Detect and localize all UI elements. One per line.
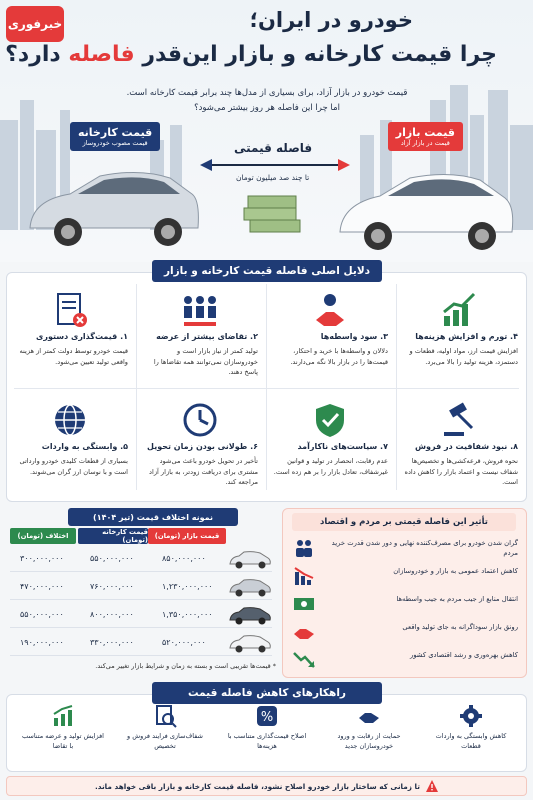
table-row — [10, 576, 272, 600]
impact-title: تأثیر این فاصله قیمتی بر مردم و اقتصاد — [292, 513, 516, 531]
price-gap-sub: تا چند صد میلیون تومان — [236, 173, 310, 182]
footer-note — [6, 776, 527, 796]
reason-title: ۴. تورم و افزایش هزینه‌ها — [415, 332, 518, 341]
divider — [266, 284, 267, 490]
cell-diff: ۱۹۰,۰۰۰,۰۰۰ — [20, 638, 64, 647]
reason-item — [10, 280, 134, 388]
chart-up-icon — [440, 290, 480, 330]
shield-check-icon — [310, 400, 350, 440]
clock-icon — [180, 400, 220, 440]
chart-down-icon — [292, 564, 316, 588]
title-highlight: فاصله — [68, 42, 135, 67]
reason-title: ۲. تقاضای بیشتر از عرضه — [156, 332, 258, 341]
solution-text: اصلاح قیمت‌گذاری متناسب با هزینه‌ها — [227, 732, 307, 750]
cell-market: ۸۵۰,۰۰۰,۰۰۰ — [162, 554, 206, 563]
factory-price-sign — [70, 122, 160, 151]
reason-desc: نحوه فروش، قرعه‌کشی‌ها و تخصیص‌ها شفاف نیست و اعتماد بازار را کاهش داده است. — [404, 457, 518, 486]
impact-item — [290, 535, 518, 561]
reason-item — [400, 280, 524, 388]
reason-desc: افزایش قیمت ارز، مواد اولیه، قطعات و دستمزد، هزینه تولید را بالا می‌برد. — [409, 347, 518, 366]
svg-text:%: % — [260, 710, 274, 725]
footer-text: تا زمانی که ساختار بازار خودرو اصلاح نشود، فاصله قیمت کارخانه و بازار باقی خواهد ماند. — [94, 781, 421, 791]
reason-desc: تأخیر در تحویل خودرو باعث می‌شود مشتری برای دریافت زودتر، به بازار آزاد مراجعه کند. — [149, 457, 258, 486]
title-part2: دارد؟ — [5, 42, 61, 67]
growth-icon — [51, 704, 75, 728]
impact-text: گران شدن خودرو برای مصرف‌کننده نهایی و دور شدن قدرت خرید مردم — [331, 539, 518, 557]
solution-item — [226, 704, 308, 766]
solution-text: افزایش تولید و عرضه متناسب با تقاضا — [21, 732, 104, 750]
percent-icon — [255, 704, 279, 728]
cell-diff: ۳۰۰,۰۰۰,۰۰۰ — [20, 554, 64, 563]
table-note: * قیمت‌ها تقریبی است و بسته به زمان و شرایط بازار تغییر می‌کند. — [95, 662, 276, 670]
reason-item — [400, 390, 524, 498]
divider — [136, 284, 137, 490]
gear-icon — [459, 704, 483, 728]
cell-diff: ۴۷۰,۰۰۰,۰۰۰ — [20, 582, 64, 591]
impact-item — [290, 619, 518, 645]
reason-item — [10, 390, 134, 498]
cell-market: ۱,۲۳۰,۰۰۰,۰۰۰ — [162, 582, 213, 591]
reason-title: ۸. نبود شفافیت در فروش — [415, 442, 518, 451]
reason-desc: دلالان و واسطه‌ها با خرید و احتکار، قیمت‌ها را در بازار بالا نگه می‌دارند. — [290, 347, 388, 366]
reason-desc: بسیاری از قطعات کلیدی خودرو وارداتی است و با نوسان ارز گران می‌شوند. — [19, 457, 128, 476]
impact-text: کاهش اعتماد عمومی به بازار و خودروسازان — [393, 567, 518, 575]
divider — [396, 284, 397, 490]
car-thumbnail-icon — [228, 550, 272, 570]
transparency-icon — [153, 704, 177, 728]
table-title: نمونه اختلاف قیمت (تیر ۱۴۰۴) — [68, 508, 238, 526]
intro-text — [97, 86, 437, 116]
solutions-title: راهکارهای کاهش فاصله قیمت — [152, 682, 382, 704]
impact-text: رونق بازار سوداگرانه به جای تولید واقعی — [402, 623, 518, 631]
price-table — [6, 508, 276, 676]
solution-text: حمایت از رقابت و ورود خودروسازان جدید — [337, 732, 401, 750]
silver-car-icon — [30, 172, 198, 246]
globe-icon — [50, 400, 90, 440]
factory-sign-sub: قیمت مصوب خودروساز — [82, 139, 148, 147]
impact-panel — [282, 508, 527, 678]
handshake-icon — [310, 290, 350, 330]
reason-item — [270, 280, 394, 388]
reasons-title: دلایل اصلی فاصله قیمت کارخانه و بازار — [152, 260, 382, 282]
handshake-icon — [357, 704, 381, 728]
money-stack-icon — [244, 196, 300, 232]
cars-illustration — [0, 150, 533, 260]
page-title-line2 — [5, 42, 497, 67]
solution-text: کاهش وابستگی به واردات قطعات — [435, 732, 507, 750]
reason-item — [270, 390, 394, 498]
solution-text: شفاف‌سازی فرایند فروش و تخصیص — [127, 732, 203, 750]
document-x-icon — [50, 290, 90, 330]
impact-text: کاهش بهره‌وری و رشد اقتصادی کشور — [409, 651, 518, 659]
money-icon — [292, 592, 316, 616]
white-car-icon — [340, 174, 513, 250]
solution-item — [328, 704, 410, 766]
market-sign-sub: قیمت در بازار آزاد — [400, 139, 450, 147]
divider — [14, 388, 519, 389]
reason-title: ۶. طولانی بودن زمان تحویل — [147, 442, 258, 451]
header — [0, 0, 533, 262]
warning-icon — [426, 780, 438, 792]
table-row — [10, 604, 272, 628]
solution-item — [22, 704, 104, 766]
solution-item — [124, 704, 206, 766]
market-price-sign — [388, 122, 463, 151]
reason-desc: تولید کمتر از نیاز بازار است و خودروسازان نمی‌توانند همه تقاضاها را پاسخ دهند. — [153, 347, 258, 376]
reason-title: ۳. سود واسطه‌ها — [320, 332, 388, 341]
column-header-diff: اختلاف (تومان) — [10, 528, 76, 544]
intro-line2: اما چرا این فاصله هر روز بیشتر می‌شود؟ — [194, 103, 340, 113]
impact-text: انتقال منابع از جیب مردم به جیب واسطه‌ها — [396, 595, 518, 603]
car-thumbnail-icon — [228, 606, 272, 626]
impact-item — [290, 563, 518, 589]
gavel-icon — [440, 400, 480, 440]
reason-title: ۵. وابستگی به واردات — [41, 442, 128, 451]
reason-desc: قیمت خودرو توسط دولت کمتر از هزینه واقعی تولید تعیین می‌شود. — [19, 347, 128, 366]
crowd-icon — [180, 290, 220, 330]
page-title-line1: خودرو در ایران؛ — [249, 8, 413, 32]
impact-item — [290, 647, 518, 673]
factory-sign-title: قیمت کارخانه — [78, 126, 153, 139]
reason-item — [140, 280, 264, 388]
reason-item — [140, 390, 264, 498]
title-part1: چرا قیمت کارخانه و بازار این‌قدر — [142, 42, 497, 67]
handshake-icon — [292, 620, 316, 644]
market-sign-title: قیمت بازار — [395, 126, 455, 139]
reason-title: ۷. سیاست‌های ناکارآمد — [297, 442, 388, 451]
cell-market: ۵۲۰,۰۰۰,۰۰۰ — [162, 638, 206, 647]
car-thumbnail-icon — [228, 634, 272, 654]
cell-factory: ۷۶۰,۰۰۰,۰۰۰ — [90, 582, 134, 591]
table-row — [10, 632, 272, 656]
cell-factory: ۳۳۰,۰۰۰,۰۰۰ — [90, 638, 134, 647]
cell-diff: ۵۵۰,۰۰۰,۰۰۰ — [20, 610, 64, 619]
cell-factory: ۸۰۰,۰۰۰,۰۰۰ — [90, 610, 134, 619]
cell-factory: ۵۵۰,۰۰۰,۰۰۰ — [90, 554, 134, 563]
solution-item — [430, 704, 512, 766]
intro-line1: قیمت خودرو در بازار آزاد، برای بسیاری از مدل‌ها چند برابر قیمت کارخانه است. — [126, 88, 408, 98]
car-thumbnail-icon — [228, 578, 272, 598]
reason-title: ۱. قیمت‌گذاری دستوری — [36, 332, 128, 341]
table-row — [10, 548, 272, 572]
cell-market: ۱,۳۵۰,۰۰۰,۰۰۰ — [162, 610, 213, 619]
people-icon — [292, 536, 316, 560]
reason-desc: عدم رقابت، انحصار در تولید و قوانین غیرشفاف، تعادل بازار را بر هم زده است. — [273, 457, 388, 476]
impact-item — [290, 591, 518, 617]
column-header-market: قیمت بازار (تومان) — [148, 528, 226, 544]
column-header-factory: قیمت کارخانه (تومان) — [78, 528, 148, 544]
logo: خبرفوری — [6, 6, 64, 42]
decline-icon — [292, 648, 316, 672]
price-gap-label: فاصله قیمتی — [234, 141, 313, 155]
